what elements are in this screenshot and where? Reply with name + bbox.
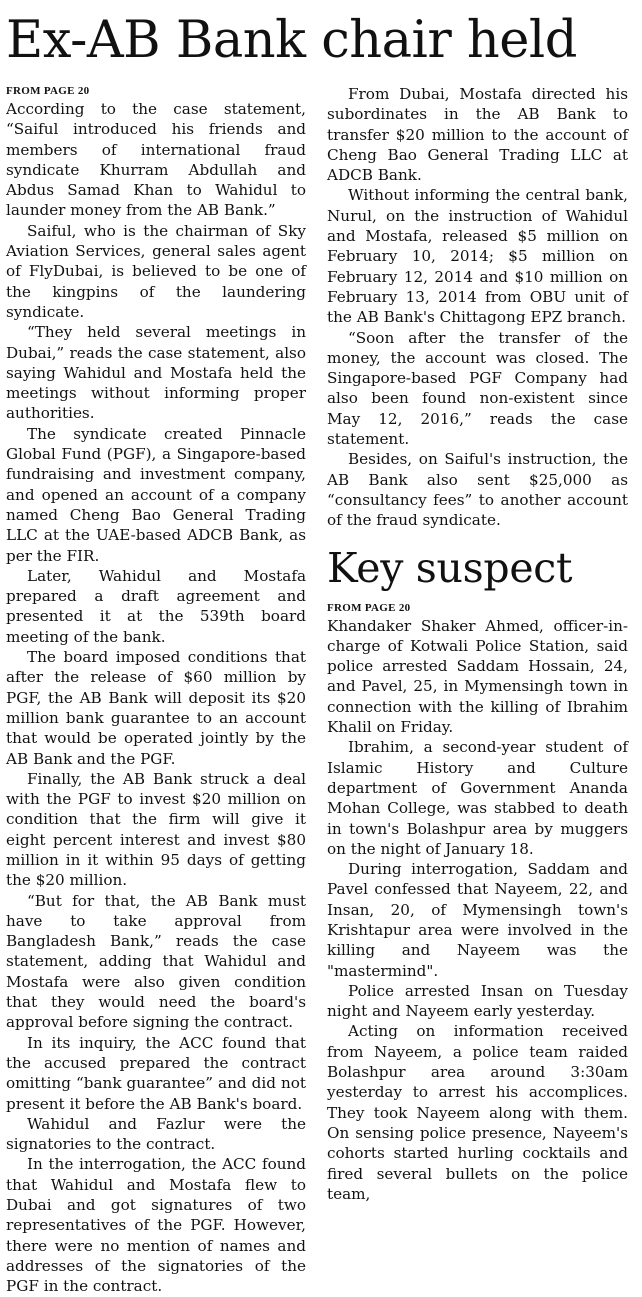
article1-paragraph-5: Later, Wahidul and Mostafa prepared a draft agreement and presented it at the 539th board meeting of the bank. [6, 566, 306, 646]
article1-paragraph-6: The board imposed conditions that after the release of $60 million by PGF, the AB Bank will deposit its $20 million bank guarantee to an account that would be operated jointly by the AB Bank and the PGF. [6, 648, 306, 768]
article1-paragraph-1: According to the case statement, “Saiful introduced his friends and members of international fraud syndicate Khurram Abdullah and Abdus Samad Khan to Wahidul to launder money from the AB Bank.” [6, 100, 306, 220]
article2-paragraph-5: Acting on information received from Nayeem, a police team raided Bolashpur area around 3:30am yesterday to arrest his accomplices. They took Nayeem along with them. On sensing police presence, Nayeem's cohorts started hurling cocktails and fired several bullets on the police team, [327, 1022, 628, 1203]
article2-paragraph-2: Ibrahim, a second-year student of Islamic History and Culture department of Government Ananda Mohan College, was stabbed to death in town's Bolashpur area by muggers on the night of January 18. [327, 738, 628, 858]
article1-headline: Ex-AB Bank chair held [6, 11, 577, 70]
article2-paragraph-3: During interrogation, Saddam and Pavel confessed that Nayeem, 22, and Insan, 20, of Mymensingh town's Krishtapur area were involved in the killing and Nayeem was the "mastermind". [327, 860, 628, 980]
article1-paragraph-14: “Soon after the transfer of the money, the account was closed. The Singapore-based PGF Company had also been found non-existent since May 12, 2016,” reads the case statement. [327, 328, 628, 449]
article2-from-page: FROM PAGE 20 [327, 601, 411, 614]
article1-paragraph-15: Besides, on Saiful's instruction, the AB Bank also sent $25,000 as “consultancy fees” to another account of the fraud syndicate. [327, 450, 628, 530]
article2-paragraph-1: Khandaker Shaker Ahmed, officer-in-charge of Kotwali Police Station, said police arrested Saddam Hossain, 24, and Pavel, 25, in Mymensingh town in connection with the killing of Ibrahim Khalil on Friday. [327, 616, 628, 737]
article1-from-page: FROM PAGE 20 [6, 85, 90, 97]
right-column [327, 84, 628, 1230]
article1-paragraph-12: From Dubai, Mostafa directed his subordinates in the AB Bank to transfer $20 million to the account of Cheng Bao General Trading LLC at ADCB Bank. [327, 85, 628, 185]
article1-paragraph-11: In the interrogation, the ACC found that Wahidul and Mostafa flew to Dubai and got signatures of two representatives of the PGF. However, there were no mention of names and addresses of the signatories of the PGF in the contract. [6, 1155, 306, 1296]
article1-paragraph-13: Without informing the central bank, Nurul, on the instruction of Wahidul and Mostafa, released $5 million on February 10, 2014; $5 million on February 12, 2014 and $10 million on February 13, 2014 from OBU unit of the AB Bank's Chittagong EPZ branch. [327, 186, 628, 327]
article1-paragraph-9: In its inquiry, the ACC found that the accused prepared the contract omitting “bank guarantee” and did not present it before the AB Bank's board. [6, 1033, 306, 1113]
article1-paragraph-10: Wahidul and Fazlur were the signatories to the contract. [6, 1114, 306, 1154]
article1-paragraph-3: “They held several meetings in Dubai,” reads the case statement, also saying Wahidul and Mostafa held the meetings without informing proper authorities. [6, 323, 306, 423]
article1-paragraph-2: Saiful, who is the chairman of Sky Aviation Services, general sales agent of FlyDubai, is believed to be one of the kingpins of the laundering syndicate. [6, 221, 306, 321]
article1-paragraph-4: The syndicate created Pinnacle Global Fund (PGF), a Singapore-based fundraising and investment company, and opened an account of a company named Cheng Bao General Trading LLC at the UAE-based ADCB Bank, as per the FIR. [6, 424, 306, 565]
article2-paragraph-4: Police arrested Insan on Tuesday night and Nayeem early yesterday. [327, 981, 628, 1021]
article2-headline: Key suspect [327, 543, 573, 592]
article1-paragraph-7: Finally, the AB Bank struck a deal with the PGF to invest $20 million on condition that the firm will give it eight percent interest and invest $80 million in it within 95 days of getting the $20 million. [6, 769, 306, 890]
left-column [6, 84, 306, 1296]
article1-paragraph-8: “But for that, the AB Bank must have to take approval from Bangladesh Bank,” reads the case statement, adding that Wahidul and Mostafa were also given condition that they would need the board's approval before signing the contract. [6, 891, 306, 1032]
